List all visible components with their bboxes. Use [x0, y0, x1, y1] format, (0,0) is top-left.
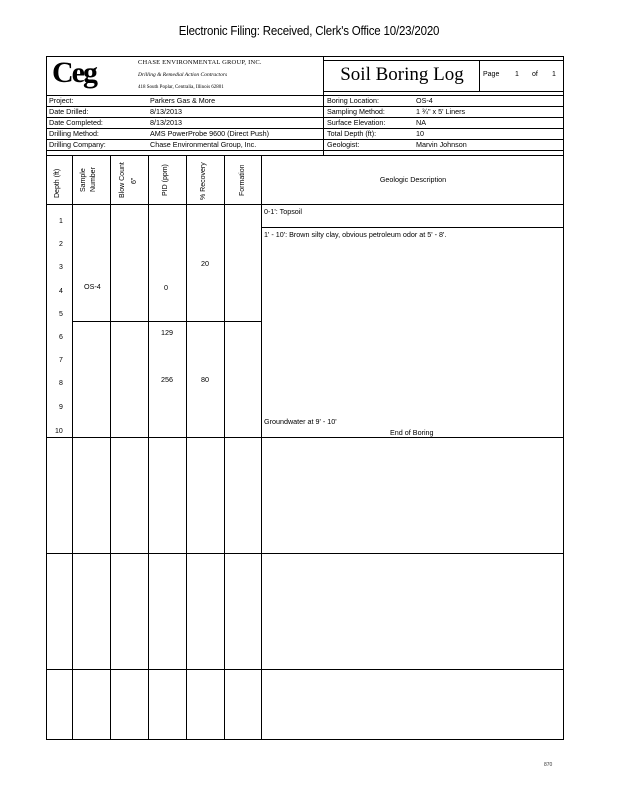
project-value: Parkers Gas & More	[150, 96, 216, 105]
page-box-bottom	[323, 91, 564, 92]
col-depth-heading: Depth (ft)	[54, 168, 61, 198]
footer-page-number: 870	[544, 762, 553, 768]
description-groundwater: Groundwater at 9' - 10'	[264, 417, 337, 426]
blank-row-line	[46, 553, 564, 554]
info-row-line	[46, 150, 564, 151]
depth-mark: 5	[59, 311, 63, 318]
depth-mark: 2	[59, 241, 63, 248]
total-depth-label: Total Depth (ft):	[327, 129, 377, 138]
header-vdivider	[323, 56, 324, 95]
sampling-method-value: 1 ¾" x 5' Liners	[416, 107, 466, 116]
recovery-value: 20	[201, 259, 209, 268]
drilling-company-value: Chase Environmental Group, Inc.	[150, 140, 257, 149]
info-row-line	[46, 106, 564, 107]
log-title: Soil Boring Log	[340, 64, 464, 85]
depth-mark: 1	[59, 218, 63, 225]
depth-mark: 3	[59, 264, 63, 271]
filing-stamp: Electronic Filing: Received, Clerk's Office 10/23/2020	[178, 24, 440, 38]
company-logo: Ceg	[52, 56, 96, 89]
total-depth-value: 10	[416, 129, 424, 138]
sampling-method-label: Sampling Method:	[327, 107, 385, 116]
col-blow-heading-2: 6"	[131, 177, 138, 184]
page-box-left	[479, 60, 480, 91]
column-header-bottom	[46, 204, 564, 205]
date-completed-label: Date Completed:	[49, 118, 103, 127]
depth-mark: 9	[59, 404, 63, 411]
depth-mark: 4	[59, 288, 63, 295]
company-name: CHASE ENVIRONMENTAL GROUP, INC.	[138, 59, 262, 66]
depth-mark: 7	[59, 357, 63, 364]
col-line-pid	[186, 155, 187, 740]
column-header-top	[46, 155, 564, 156]
page-box-top	[323, 60, 564, 61]
col-pid-heading: PID (ppm)	[162, 164, 169, 196]
col-blow-heading-1: Blow Count	[119, 162, 126, 198]
recovery-value: 80	[201, 375, 209, 384]
pid-value: 129	[161, 328, 173, 337]
page-number: 1	[515, 71, 519, 78]
info-row-line	[46, 128, 564, 129]
company-address: 418 South Poplar, Centralia, Illinois 62801	[138, 85, 224, 90]
col-line-recovery	[224, 155, 225, 740]
log-form	[46, 56, 564, 740]
col-sample-heading-1: Sample	[80, 168, 87, 192]
drilling-company-label: Drilling Company:	[49, 140, 106, 149]
boring-location-value: OS-4	[416, 96, 433, 105]
surface-elevation-value: NA	[416, 118, 426, 127]
project-label: Project:	[49, 96, 74, 105]
sample-interval-line	[72, 321, 261, 322]
description-clay: 1' - 10': Brown silty clay, obvious petroleum odor at 5' - 8'.	[264, 230, 447, 239]
col-sample-heading-2: Number	[90, 167, 97, 192]
col-description-heading: Geologic Description	[379, 175, 447, 184]
date-completed-value: 8/13/2013	[150, 118, 182, 127]
boring-end-line	[46, 437, 564, 438]
depth-ticks	[72, 206, 73, 438]
depth-mark: 10	[55, 428, 63, 435]
col-line-blow	[148, 155, 149, 740]
col-recovery-heading: % Recovery	[200, 162, 207, 200]
sample-number: OS-4	[84, 282, 101, 291]
description-topsoil: 0-1': Topsoil	[264, 207, 302, 216]
page-total: 1	[552, 71, 556, 78]
of-label: of	[532, 71, 538, 78]
drilling-method-value: AMS PowerProbe 9600 (Direct Push)	[150, 129, 270, 138]
col-line-sample	[110, 155, 111, 740]
description-end: End of Boring	[390, 428, 434, 437]
blank-row-line	[46, 669, 564, 670]
date-drilled-value: 8/13/2013	[150, 107, 182, 116]
pid-value: 256	[161, 375, 173, 384]
company-tagline: Drilling & Remedial Action Contractors	[138, 72, 228, 78]
geologist-label: Geologist:	[327, 140, 360, 149]
boring-location-label: Boring Location:	[327, 96, 379, 105]
depth-mark: 8	[59, 380, 63, 387]
header-divider	[46, 95, 564, 96]
geologist-value: Marvin Johnson	[416, 140, 467, 149]
info-row-line	[46, 117, 564, 118]
drilling-method-label: Drilling Method:	[49, 129, 99, 138]
pid-value: 0	[164, 283, 168, 292]
col-formation-heading: Formation	[239, 164, 246, 196]
date-drilled-label: Date Drilled:	[49, 107, 89, 116]
info-vdivider	[323, 95, 324, 155]
layer-line	[261, 227, 564, 228]
surface-elevation-label: Surface Elevation:	[327, 118, 386, 127]
info-row-line	[46, 139, 564, 140]
col-line-formation	[261, 155, 262, 740]
depth-mark: 6	[59, 334, 63, 341]
page-label: Page	[483, 71, 500, 78]
